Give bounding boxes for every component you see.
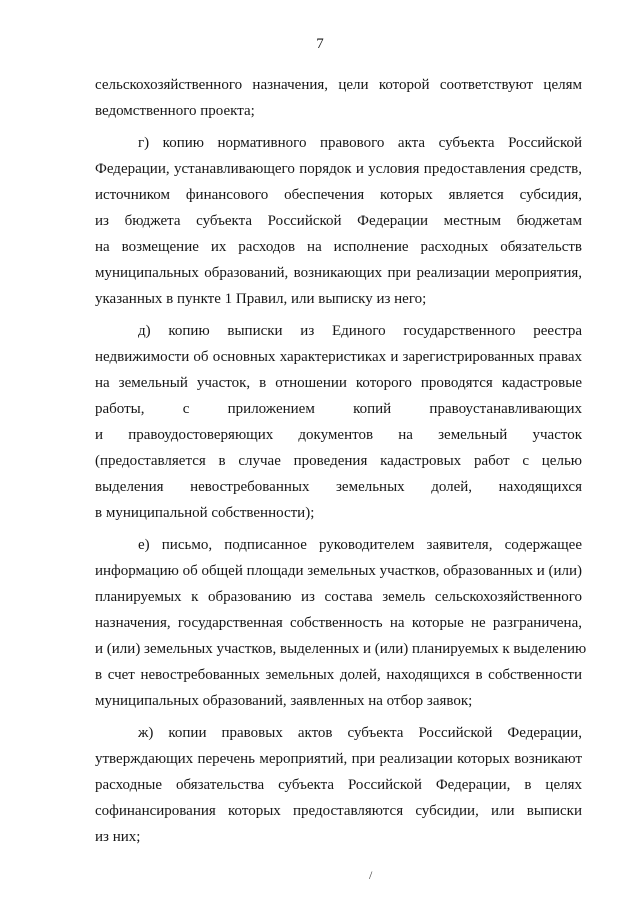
text-line: расходные обязательства субъекта Российской Федерации, в целях (95, 777, 582, 793)
document-body (95, 72, 587, 850)
text-line: софинансирования которых предоставляются субсидии, или выписки (95, 803, 582, 819)
text-line: указанных в пункте 1 Правил, или выписку из него; (95, 291, 427, 307)
text-line: выделения невостребованных земельных долей, находящихся (95, 479, 582, 495)
stray-mark: / (369, 868, 373, 882)
text-line: в муниципальной собственности); (95, 505, 315, 521)
text-line: ведомственного проекта; (95, 103, 255, 119)
text-line: муниципальных образований, возникающих при реализации мероприятия, (95, 265, 582, 281)
text-line: утверждающих перечень мероприятий, при реализации которых возникают (95, 751, 582, 767)
text-line: г) копию нормативного правового акта субъекта Российской (138, 135, 582, 151)
text-line: сельскохозяйственного назначения, цели которой соответствуют целям (95, 77, 582, 93)
text-line: работы, с приложением копий правоустанавливающих (95, 401, 582, 417)
text-line: ж) копии правовых актов субъекта Российской Федерации, (138, 725, 582, 741)
text-line: на земельный участок, в отношении которого проводятся кадастровые (95, 375, 582, 391)
text-line: (предоставляется в случае проведения кадастровых работ с целью (95, 453, 582, 469)
text-line: источником финансового обеспечения которых является субсидия, (95, 187, 582, 203)
text-line: и правоудостоверяющих документов на земельный участок (95, 427, 582, 443)
text-line: планируемых к образованию из состава земель сельскохозяйственного (95, 589, 582, 605)
text-line: недвижимости об основных характеристиках и зарегистрированных правах (95, 349, 582, 365)
text-line: и (или) земельных участков, выделенных и (или) планируемых к выделению (95, 641, 587, 657)
text-line: д) копию выписки из Единого государственного реестра (138, 323, 582, 339)
page-number: 7 (316, 36, 324, 52)
paragraph-item-zh (95, 720, 582, 850)
text-line: в счет невостребованных земельных долей, находящихся в собственности (95, 667, 582, 683)
text-line: е) письмо, подписанное руководителем заявителя, содержащее (138, 537, 582, 553)
text-line: информацию об общей площади земельных участков, образованных и (или) (95, 563, 583, 579)
paragraph-item-d (95, 318, 582, 526)
paragraph-continuation (95, 72, 582, 124)
text-line: на возмещение их расходов на исполнение расходных обязательств (95, 239, 582, 255)
paragraph-item-g (95, 130, 582, 312)
text-line: из них; (95, 829, 141, 845)
text-line: Федерации, устанавливающего порядок и условия предоставления средств, (95, 161, 582, 177)
text-line: муниципальных образований, заявленных на отбор заявок; (95, 693, 473, 709)
paragraph-item-e (95, 532, 587, 714)
text-line: назначения, государственная собственность на которые не разграничена, (95, 615, 582, 631)
text-line: из бюджета субъекта Российской Федерации местным бюджетам (95, 213, 582, 229)
